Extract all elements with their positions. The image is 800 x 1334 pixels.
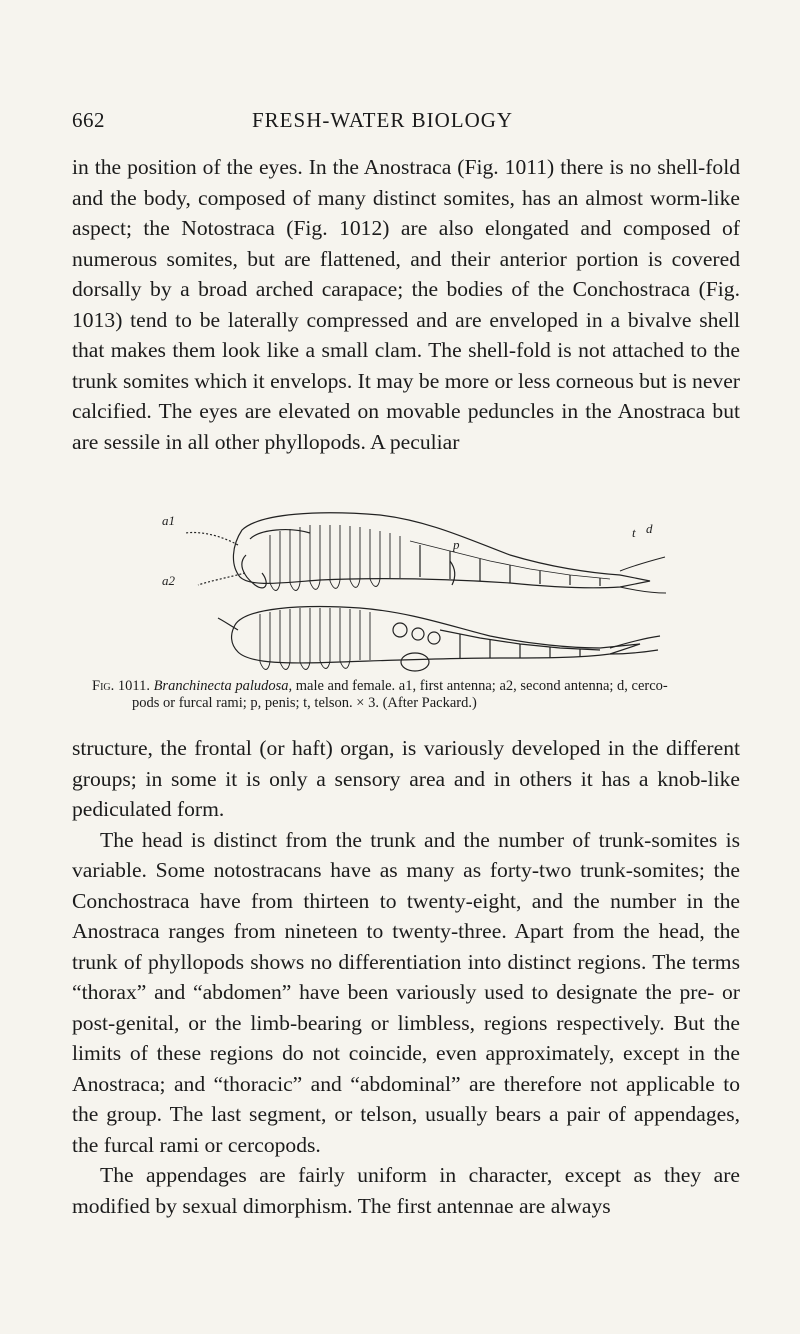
label-d: d [646,521,653,536]
branchinecta-illustration [150,505,670,675]
label-a2: a2 [162,573,175,588]
paragraph-top: in the position of the eyes. In the Anostraca (Fig. 1011) there is no shell-fold and the body, composed of many distinct somites, has an almost worm-like aspect; the Notostraca (Fig. 1012) are also elongated and composed of numerous somites, but are flattened, and their anterior portion is covered dorsally by a broad arched carapace; the bodies of the Conchostraca (Fig. 1013) tend to be laterally compressed and are enveloped in a bivalve shell that makes them look like a small clam. The shell-fold is not attached to the trunk somites which it envelops. It may be more or less corneous but is never calcified. The eyes are elevated on movable peduncles in the Anostraca but are sessile in all other phyllopods. A peculiar [72,155,740,454]
label-t: t [632,525,636,540]
paragraph-head-trunk: The head is distinct from the trunk and the number of trunk-somites is variable. Some notostracans have as many as forty-two trunk-somites; the Conchostraca have from thirteen to twenty-eight, and the number in the Anostraca ranges from nineteen to twenty-three. Apart from the head, the trunk of phyllopods shows no differentiation into distinct regions. The terms “thorax” and “abdomen” have been variously used to designate the pre- or post-genital, or the limb-bearing or limbless, regions respectively. But the limits of these regions do not coincide, even approximately, except in the Anostraca; and “thoracic” and “abdominal” are therefore not applicable to the group. The last segment, or telson, usually bears a pair of appendages, the furcal rami or cercopods. [72,827,740,1157]
caption-text-line1: male and female. a1, first antenna; a2, second antenna; d, cerco- [295,678,668,694]
paragraph-appendages: The appendages are fairly uniform in character, except as they are modified by sexual dimorphism. The first antennae are always [72,1163,740,1218]
male-specimen [185,513,666,593]
label-p: p [453,537,460,552]
figure-branchinecta [150,505,670,675]
body-text-bottom [72,733,740,1221]
caption-species: Branchinecta paludosa, [153,678,293,694]
body-text-top [72,152,740,457]
label-a1: a1 [162,513,175,528]
caption-text-line2: pods or furcal rami; p, penis; t, telson. × 3. (After Packard.) [132,695,477,711]
page-number: 662 [72,108,105,132]
paragraph-frontal-organ: structure, the frontal (or haft) organ, is variously developed in the different groups; in some it is only a sensory area and in others it has a knob-like pediculated form. [72,736,740,821]
female-specimen [218,607,660,671]
caption-figure-label: Fig. 1011. [92,678,150,694]
running-title: FRESH-WATER BIOLOGY [252,108,514,132]
figure-caption [92,678,732,712]
